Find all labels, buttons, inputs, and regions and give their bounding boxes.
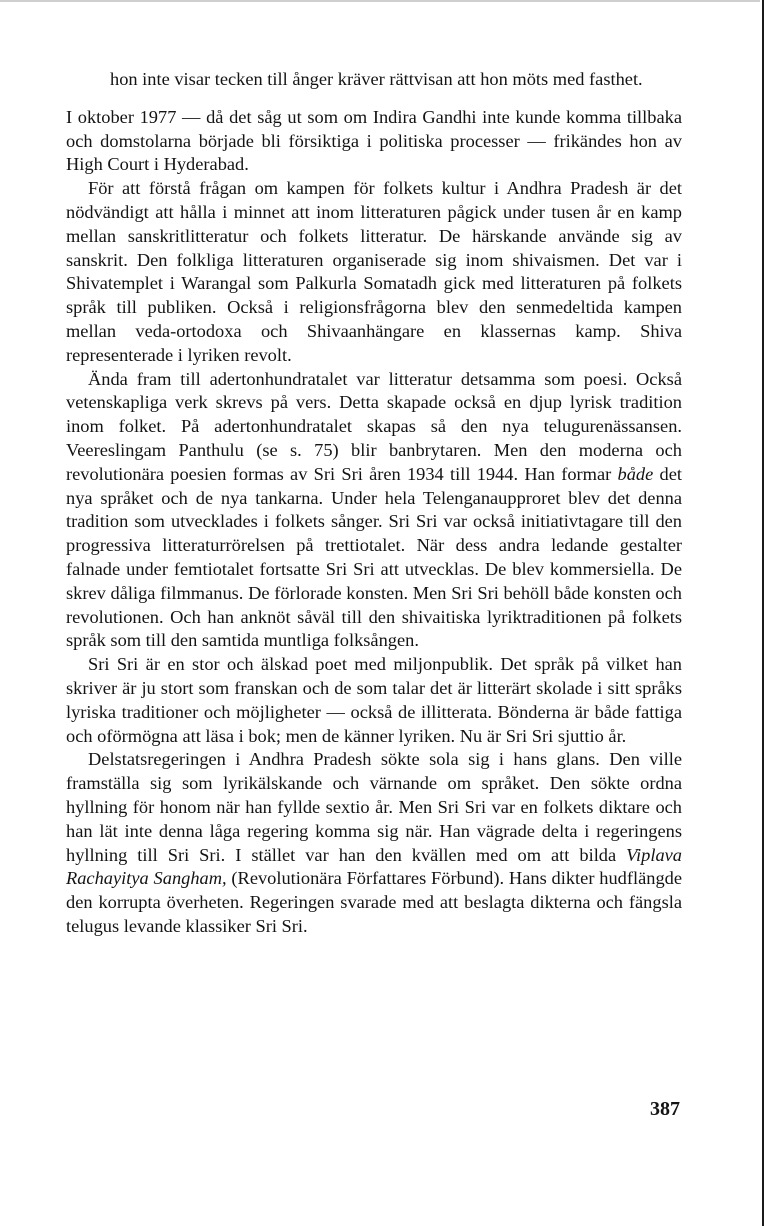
paragraph-3-text-b: det nya språket och de nya tankarna. Under hela Telenganaupproret blev det denna tradition som utvecklades i folkets sånger. Sri Sri var också initiativtagare till den progressiva litteraturrörelsen på trettiotalet. När dess andra ledande gestalter falnade under femtiotalet fortsatte Sri Sri att utvecklas. De blev kommersiella. De skrev dåliga filmmanus. De förlorade konsten. Men Sri Sri behöll både konsten och revolutionen. Och han anknöt såväl till den shivaitiska lyriktraditionen på folkets språk som till den samtida muntliga folksången. [66,463,682,651]
block-quote: hon inte visar tecken till ånger kräver rättvisan att hon möts med fasthet. [110,69,643,89]
paragraph-5-emphasis: Viplava Rachayitya Sangham, [66,844,682,889]
paragraph-3-emphasis: både [617,463,654,484]
paragraph-5 [66,748,682,938]
paragraph-5-text-b: (Revolutionära Författares Förbund). Hans dikter hudflängde den korrupta överheten. Regeringen svarade med att beslagta dikterna och fängsla telugus levande klassiker Sri Sri. [66,868,683,936]
paragraph-2: För att förstå frågan om kampen för folkets kultur i Andhra Pradesh är det nödvändigt att hålla i minnet att inom litteraturen pågick under tusen år en kamp mellan sanskritlitteratur och folkets litteratur. De härskande använde sig av sanskrit. Den folkliga litteraturen organiserade sig inom shivaismen. Det var i Shivatemplet i Warangal som Palkurla Somatadh gick med litteraturen på folkets språk till publiken. Också i religionsfrågorna blev den senmedeltida kampen mellan veda-ortodoxa och Shivaanhängare en klassernas kamp. Shiva representerade i lyriken revolt. [66,178,682,365]
paragraph-5-text-a: Delstatsregeringen i Andhra Pradesh sökte sola sig i hans glans. Den ville framställa sig som lyrikälskande och värnande om språket. Den sökte ordna hyllning för honom när han fyllde sextio år. Men Sri Sri var en folkets diktare och han lät inte denna låga regering komma sig när. Han vägrade delta i regeringens hyllning till Sri Sri. I stället var han den kvällen med om att bilda [66,749,682,865]
paragraph-4: Sri Sri är en stor och älskad poet med miljonpublik. Det språk på vilket han skriver är ju stort som franskan och de som talar det är litterärt skolade i sitt språks lyriska traditioner och möjligheter — också de illitterata. Bönderna är både fattiga och oförmögna att läsa i bok; men de känner lyriken. Nu är Sri Sri sjuttio år. [66,654,682,746]
page-right-edge [762,0,764,1226]
page-number: 387 [650,1098,680,1120]
page-top-edge [0,0,760,2]
paragraph-3-text-a: Ända fram till adertonhundratalet var litteratur detsamma som poesi. Också vetenskapliga verk skrevs på vers. Detta skapade också en djup lyrisk tradition inom folket. På adertonhundratalet skapas så den nya telugurenässansen. Veereslingam Panthulu (se s. 75) blir banbrytaren. Men den moderna och revolutionära poesien formas av Sri Sri åren 1934 till 1944. Han formar [66,368,682,484]
body-text [66,68,682,939]
paragraph-3 [66,368,682,654]
paragraph-1: I oktober 1977 — då det såg ut som om Indira Gandhi inte kunde komma tillbaka och domstolarna började bli försiktiga i politiska processer — frikändes hon av High Court i Hyderabad. [66,106,682,175]
